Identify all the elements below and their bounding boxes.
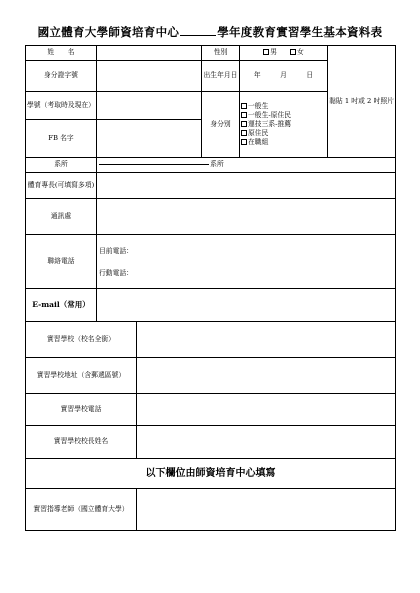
student-info-table (25, 45, 396, 531)
student-no-label: 學號（考取時及現在） (26, 92, 97, 120)
advisor-label: 實習指導老師（國立體育大學） (26, 489, 137, 531)
email-label: E-mail（常用） (26, 289, 97, 322)
department-field[interactable] (97, 158, 396, 173)
address-field[interactable] (97, 199, 396, 235)
school-label: 實習學校（校名全銜） (26, 322, 137, 358)
status-option[interactable]: 在職組 (240, 138, 327, 147)
id-number-field[interactable] (97, 61, 202, 92)
year-blank[interactable] (180, 34, 216, 36)
school-address-field[interactable] (137, 358, 396, 394)
male-checkbox[interactable] (263, 49, 269, 55)
checkbox[interactable] (241, 121, 247, 127)
principal-field[interactable] (137, 426, 396, 459)
status-option[interactable]: 一般生 (240, 102, 327, 111)
status-label: 身分別 (202, 92, 240, 158)
name-field[interactable] (97, 46, 202, 61)
checkbox[interactable] (241, 130, 247, 136)
checkbox[interactable] (241, 139, 247, 145)
gender-label: 性別 (202, 46, 240, 61)
phone-label: 聯絡電話 (26, 235, 97, 289)
female-label: 女 (296, 48, 304, 57)
phone-field[interactable] (97, 235, 396, 289)
photo-area[interactable]: 黏貼 1 吋或 2 吋照片 (328, 46, 396, 158)
school-phone-label: 實習學校電話 (26, 394, 137, 426)
status-option[interactable]: 原住民 (240, 129, 327, 138)
gender-field[interactable] (240, 46, 328, 61)
mobile-phone-label: 行動電話： (99, 268, 133, 277)
principal-label: 實習學校校長姓名 (26, 426, 137, 459)
status-options (240, 92, 328, 158)
id-number-label: 身分證字號 (26, 61, 97, 92)
name-label: 姓 名 (26, 46, 97, 61)
birth-month: 月 (280, 71, 287, 80)
birth-year: 年 (253, 71, 261, 80)
birth-day: 日 (306, 71, 314, 80)
title-suffix: 學年度教育實習學生基本資料表 (217, 25, 383, 39)
title-prefix: 國立體育大學師資培育中心 (37, 25, 180, 39)
department-suffix: 系所 (210, 160, 224, 169)
advisor-field[interactable] (137, 489, 396, 531)
female-checkbox[interactable] (290, 49, 296, 55)
center-note: 以下欄位由師資培育中心填寫 (26, 459, 396, 489)
birth-field[interactable] (240, 61, 328, 92)
email-field[interactable] (97, 289, 396, 322)
address-label: 通訊處 (26, 199, 97, 235)
status-option[interactable]: 運技三系-推薦 (240, 120, 327, 129)
sports-field[interactable] (97, 173, 396, 199)
school-address-label: 實習學校地址（含郵遞區號） (26, 358, 137, 394)
checkbox[interactable] (241, 112, 247, 118)
sports-label: 體育專長(可填寫多項) (26, 173, 97, 199)
status-option[interactable]: 一般生-原住民 (240, 111, 327, 120)
department-line (99, 163, 209, 165)
fb-name-label: FB 名字 (26, 120, 97, 158)
school-field[interactable] (137, 322, 396, 358)
student-no-field[interactable] (97, 92, 202, 120)
school-phone-field[interactable] (137, 394, 396, 426)
checkbox[interactable] (241, 103, 247, 109)
current-phone-label: 目前電話： (99, 246, 133, 255)
department-label: 系所 (26, 158, 97, 173)
fb-name-field[interactable] (97, 120, 202, 158)
male-label: 男 (270, 48, 278, 57)
birth-label: 出生年月日 (202, 61, 240, 92)
form-title (0, 24, 420, 40)
